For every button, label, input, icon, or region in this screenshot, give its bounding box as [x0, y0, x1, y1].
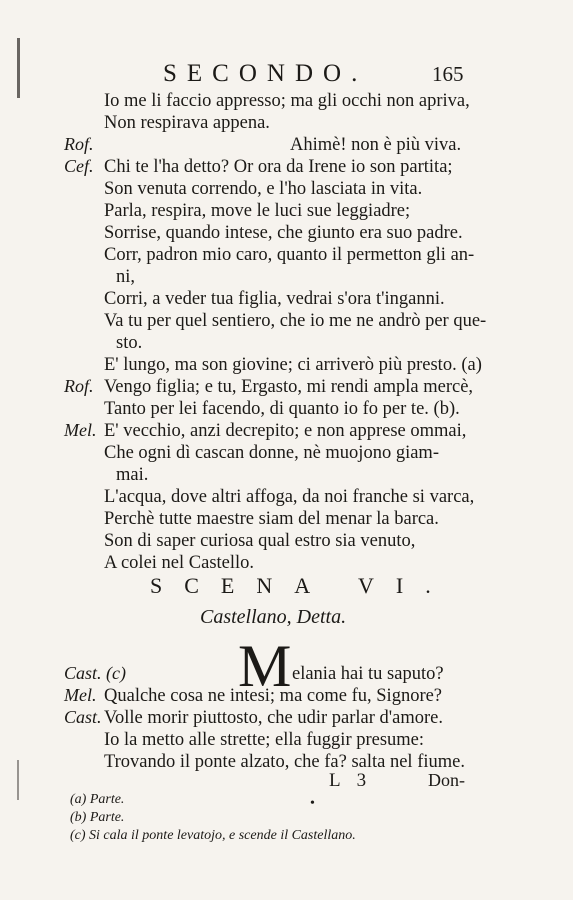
- verse-line: mai.: [116, 465, 149, 485]
- verse-line: sto.: [116, 333, 143, 353]
- verse-line: L'acqua, dove altri affoga, da noi franche si varca,: [104, 487, 475, 507]
- verse-line: A colei nel Castello.: [104, 553, 255, 573]
- verse-line: Chi te l'ha detto? Or ora da Irene io son partita;: [104, 157, 453, 177]
- verse-line: Tanto per lei facendo, di quanto io fo per te. (b).: [104, 399, 460, 419]
- footnote: (c) Si cala il ponte levatojo, e scende il Castellano.: [70, 828, 356, 843]
- verse-line: Corri, a veder tua figlia, vedrai s'ora t'inganni.: [104, 289, 445, 309]
- verse-line: Che ogni dì cascan donne, nè muojono giam-: [104, 443, 439, 463]
- verse-line: Io me li faccio appresso; ma gli occhi non apriva,: [104, 91, 470, 111]
- verse-line: Corr, padron mio caro, quanto il permetton gli an-: [104, 245, 475, 265]
- verse-line: E' vecchio, anzi decrepito; e non apprese ommai,: [104, 421, 467, 441]
- footnote: (a) Parte.: [70, 792, 125, 807]
- verse-line: elania hai tu saputo?: [292, 664, 444, 684]
- catchword: Don-: [428, 770, 465, 790]
- verse-line: Son di saper curiosa qual estro sia venuto,: [104, 531, 416, 551]
- verse-line: Non respirava appena.: [104, 113, 270, 133]
- verse-line: Va tu per quel sentiero, che io me ne andrò per que-: [104, 311, 487, 331]
- page-edge-mark: [17, 760, 19, 800]
- verse-line: Trovando il ponte alzato, che fa? salta nel fiume.: [104, 752, 465, 772]
- verse-line: Parla, respira, move le luci sue leggiadre;: [104, 201, 411, 221]
- verse-line: ni,: [116, 267, 136, 287]
- scene-title: SCENA VI.: [150, 573, 453, 598]
- signature-mark: L 3: [329, 770, 373, 791]
- drop-cap: M: [238, 633, 292, 699]
- speaker-label: Rof.: [64, 134, 94, 154]
- verse-line: E' lungo, ma son giovine; ci arriverò più presto. (a): [104, 355, 482, 375]
- speaker-label: Cast.: [64, 707, 102, 727]
- speaker-label: Cast. (c): [64, 663, 126, 683]
- verse-line: Vengo figlia; e tu, Ergasto, mi rendi ampla mercè,: [104, 377, 474, 397]
- footnote: (b) Parte.: [70, 810, 125, 825]
- verse-line: Perchè tutte maestre siam del menar la barca.: [104, 509, 439, 529]
- speaker-label: Rof.: [64, 376, 94, 396]
- running-title: SECONDO.: [163, 60, 368, 87]
- ornament-dot: •: [310, 796, 315, 811]
- speaker-label: Mel.: [64, 685, 97, 705]
- page-number: 165: [432, 62, 464, 86]
- page-header: [0, 60, 573, 90]
- verse-line: Volle morir piuttosto, che udir parlar d'amore.: [104, 708, 443, 728]
- verse-line: Son venuta correndo, e l'ho lasciata in vita.: [104, 179, 423, 199]
- verse-line: Io la metto alle strette; ella fuggir presume:: [104, 730, 425, 750]
- scene-persons: Castellano, Detta.: [200, 606, 347, 628]
- verse-line: Sorrise, quando intese, che giunto era suo padre.: [104, 223, 463, 243]
- verse-line: Ahimè! non è più viva.: [290, 135, 462, 155]
- speaker-label: Mel.: [64, 420, 97, 440]
- speaker-label: Cef.: [64, 156, 94, 176]
- verse-line: Qualche cosa ne intesi; ma come fu, Signore?: [104, 686, 443, 706]
